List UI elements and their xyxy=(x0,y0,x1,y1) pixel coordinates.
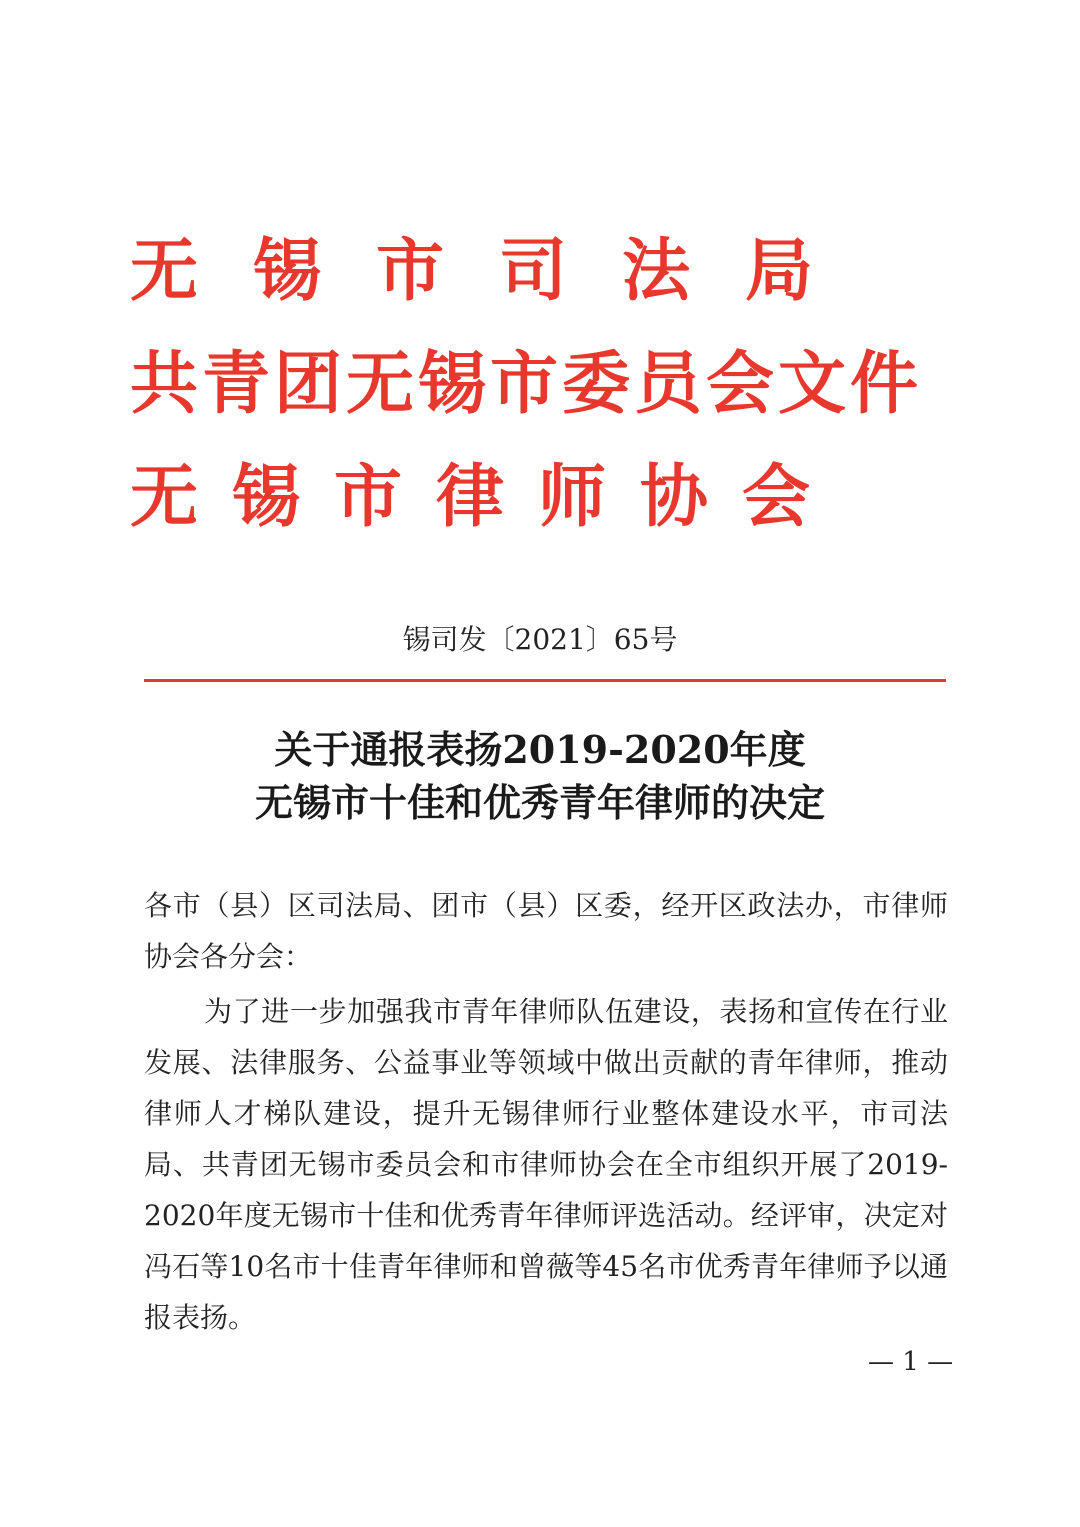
addressee: 各市（县）区司法局、团市（县）区委，经开区政法办，市律师协会各分会： xyxy=(144,889,948,973)
document-title-line-1: 关于通报表扬2019-2020年度 xyxy=(274,727,806,772)
red-divider-line xyxy=(144,679,946,682)
document-title-line-2: 无锡市十佳和优秀青年律师的决定 xyxy=(254,780,825,825)
document-number: 锡司发〔2021〕65号 xyxy=(402,623,678,656)
issuer-line-lawyers-association: 无锡市律师协会 xyxy=(130,458,845,537)
issuer-line-youth-league: 共青团无锡市委员会文件 xyxy=(130,345,923,424)
body-paragraph: 为了进一步加强我市青年律师队伍建设，表扬和宣传在行业发展、法律服务、公益事业等领域中做出贡献的青年律师，推动律师人才梯队建设，提升无锡律师行业整体建设水平，市司法局、共青团无锡市委员会和市律师协会在全市组织开展了2019-2020年度无锡市十佳和优秀青年律师评选活动。经评审，决定对冯石等10名市十佳青年律师和曾薇等45名市优秀青年律师予以通报表扬。 xyxy=(144,995,948,1334)
page-number: — 1 — xyxy=(868,1347,954,1377)
issuer-line-judicial-bureau: 无锡市司法局 xyxy=(130,232,869,311)
